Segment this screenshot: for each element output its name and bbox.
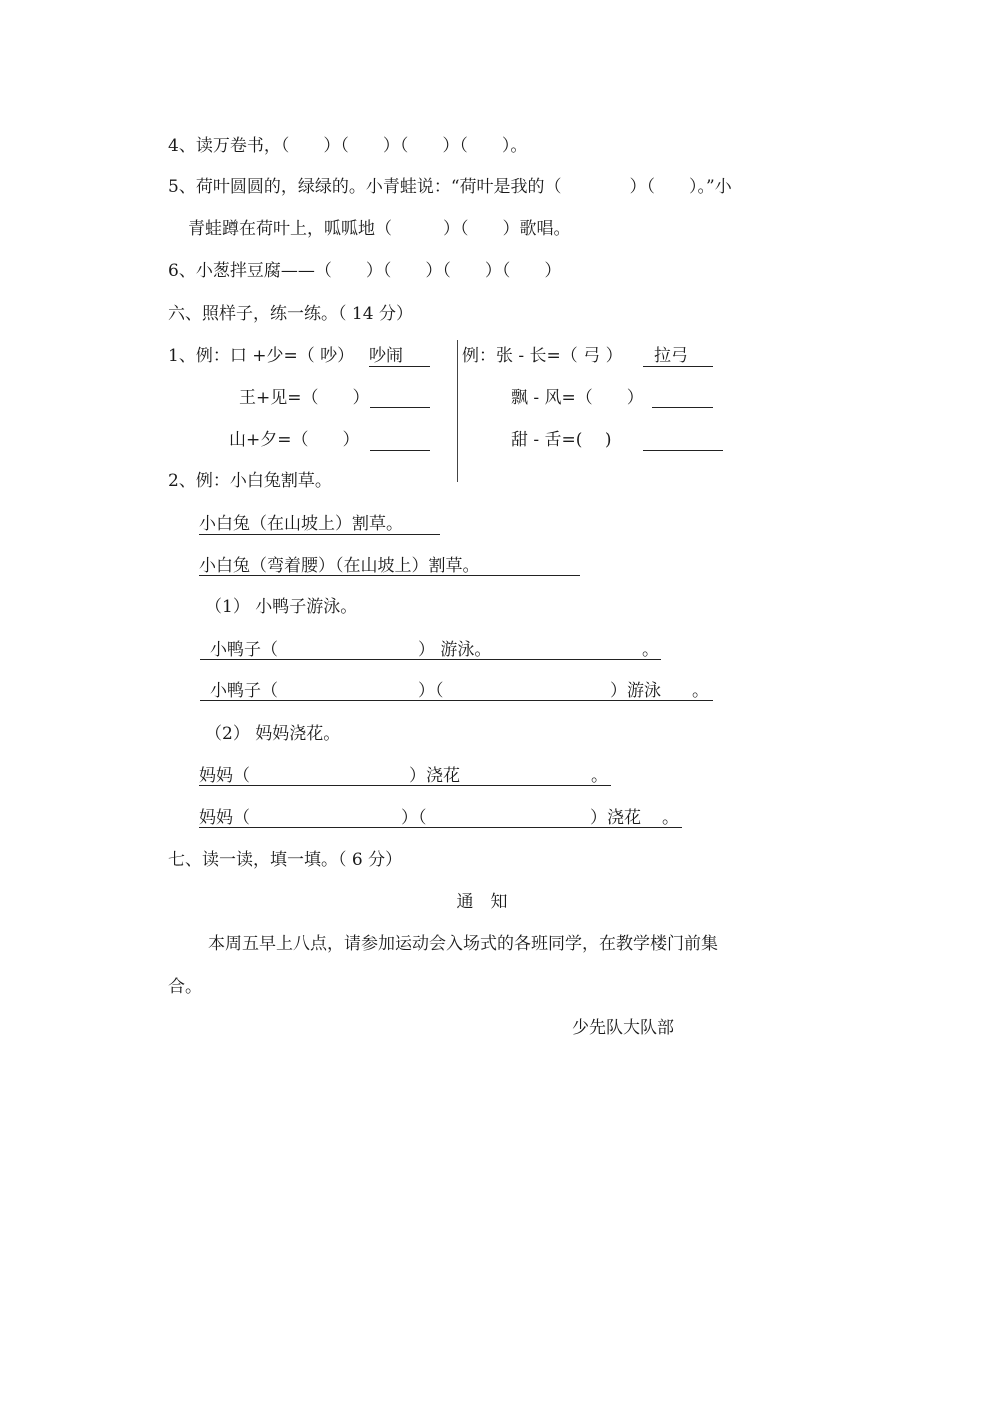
ex2-sub1-answer-line-1[interactable] [200,659,661,660]
question-4: 4、读万卷书，（ ）（ ）（ ）（ ）。 [168,136,528,156]
ex2-example-underline-1 [199,534,440,535]
notice-body-line-1: 本周五早上八点，请参加运动会入场式的各班同学，在教学楼门前集 [208,934,718,954]
question-5-line-2: 青蛙蹲在荷叶上，呱呱地（ ）（ ）歌唱。 [188,219,571,239]
notice-title: 通 知 [456,892,508,912]
ex1-left-example: 1、例：口 +少=（ 吵） [168,346,355,366]
ex2-sub2-line1-verb: ）浇花 [409,766,460,786]
ex2-sub1-line2-end: 。 [692,681,709,701]
ex2-sub1-line1-start: 小鸭子（ [210,640,278,660]
ex2-sub2-line1-start: 妈妈（ [199,766,250,786]
ex1-left-answer-line-3[interactable] [370,450,430,451]
ex1-right-answer-line-3[interactable] [643,450,723,451]
ex2-sub1-line1-end: 。 [642,640,659,660]
ex2-sub1-line1-middle: ） 游泳。 [418,640,492,660]
ex2-sub1-line2-start: 小鸭子（ [210,681,278,701]
ex2-title: 2、例：小白兔割草。 [168,471,332,491]
ex1-right-row-2: 飘 - 风=（ ） [511,388,644,408]
ex1-right-row-3: 甜 - 舌=( ) [511,430,612,450]
ex1-left-answer-line-2[interactable] [370,407,430,408]
ex2-sub2-answer-line-1[interactable] [199,785,611,786]
column-divider [457,340,458,482]
section-7-title: 七、读一读，填一填。（ 6 分） [168,850,403,870]
ex2-sub1-line2-middle: ）（ [418,681,444,701]
ex2-sub2-line2-verb: ）浇花 [590,808,641,828]
ex2-example-line-1: 小白兔（在山坡上）割草。 [199,514,403,534]
notice-signature: 少先队大队部 [572,1018,674,1038]
notice-body-line-2: 合。 [168,977,202,997]
ex1-right-example: 例：张 - 长=（ 弓 ） [462,346,623,366]
ex2-example-underline-2 [199,575,580,576]
ex2-sub1-answer-line-2[interactable] [200,700,713,701]
ex2-sub2-line2-middle: ）（ [401,808,427,828]
ex1-left-row-2: 王+见=（ ） [239,388,370,408]
ex2-sub1-line2-verb: ）游泳 [610,681,661,701]
ex2-sub2-line1-end: 。 [591,766,608,786]
ex2-sub2-answer-line-2[interactable] [199,827,682,828]
section-6-title: 六、照样子，练一练。（ 14 分） [168,304,413,324]
ex1-right-answer-line-1 [643,366,713,367]
ex2-sub2-title: （2） 妈妈浇花。 [205,724,341,744]
ex2-sub1-title: （1） 小鸭子游泳。 [205,597,358,617]
ex1-right-answer-line-2[interactable] [652,407,713,408]
question-5-line-1: 5、荷叶圆圆的，绿绿的。小青蛙说：“荷叶是我的（ ）（ ）。”小 [168,177,732,197]
question-6: 6、小葱拌豆腐——（ ）（ ）（ ）（ ） [168,261,562,281]
ex2-example-line-2: 小白兔（弯着腰）（在山坡上）割草。 [199,556,480,576]
ex1-right-example-answer: 拉弓 [654,346,688,366]
ex2-sub2-line2-end: 。 [662,808,679,828]
ex1-left-row-3: 山+夕=（ ） [229,430,360,450]
ex1-left-example-answer: 吵闹 [369,346,403,366]
ex1-left-answer-line-1 [369,366,430,367]
ex2-sub2-line2-start: 妈妈（ [199,808,250,828]
